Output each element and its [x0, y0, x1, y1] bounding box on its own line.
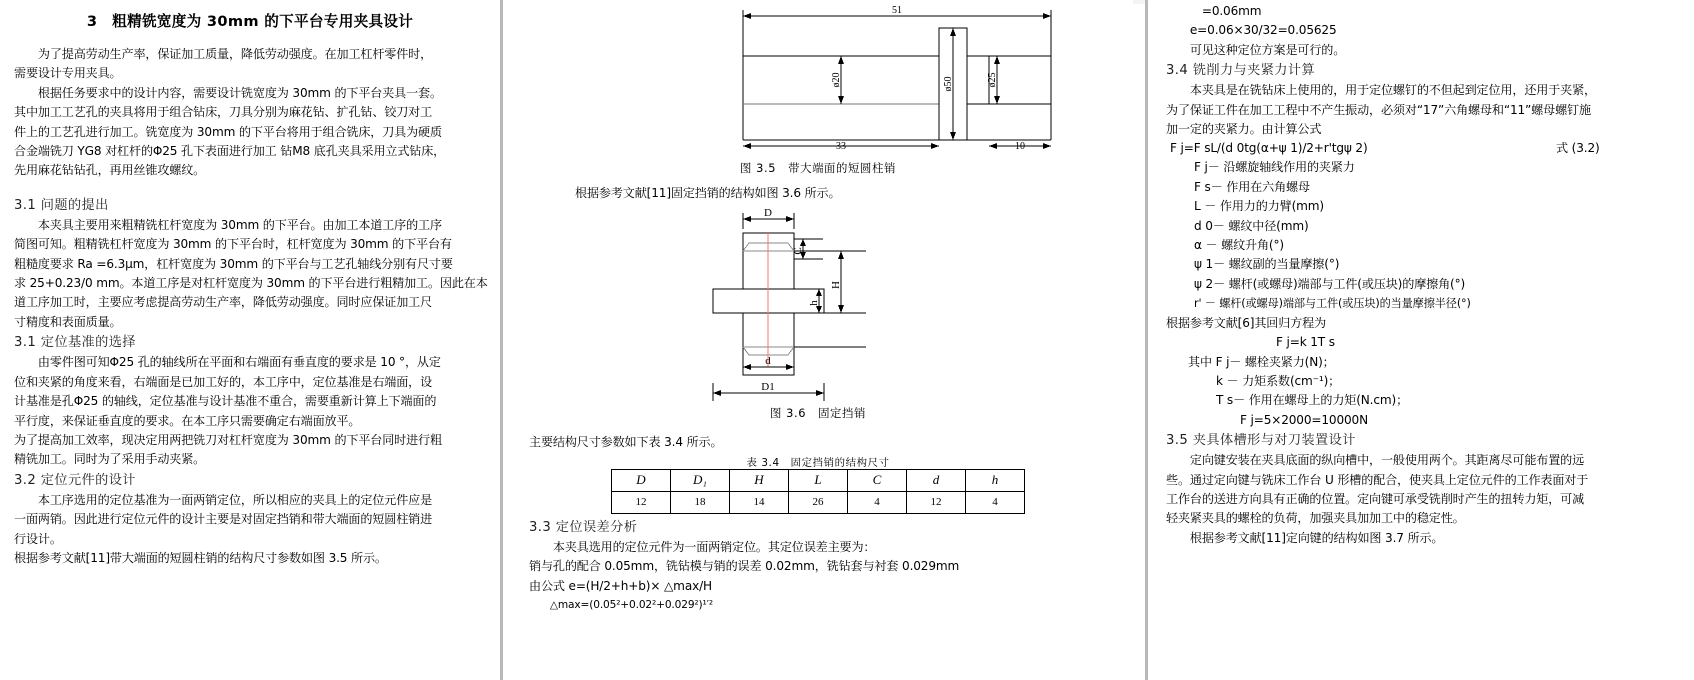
dim-33: 33 — [836, 141, 846, 152]
figure-3-5-caption: 图 3.5 带大端面的短圆柱销 — [739, 161, 897, 175]
table-cell: 12 — [612, 491, 671, 513]
figure-3-5 — [503, 0, 1133, 154]
dim-dia-25: ø25 — [987, 72, 998, 88]
paragraph-line: 行设计。 — [14, 531, 62, 546]
formula-regression: F j=k 1T s — [1276, 335, 1335, 350]
table-header-row — [612, 469, 1025, 491]
symbol-definition: F s－ 作用在六角螺母 — [1194, 179, 1310, 194]
symbol-definition: F j－ 沿螺旋轴线作用的夹紧力 — [1194, 160, 1355, 175]
paragraph-line: 粗糙度要求 Ra =6.3μm，杠杆宽度为 30mm 的下平台与工艺孔轴线分别有尺寸要 — [14, 256, 453, 271]
symbol-definition: F j=5×2000=10000N — [1240, 412, 1369, 427]
table-cell: 18 — [671, 491, 730, 513]
paragraph-line: 件上的工艺孔进行加工。铣宽度为 30mm 的下平台将用于组合铣床，刀具为硬质 — [14, 124, 442, 139]
paragraph-line: 精铣加工。同时为了采用手动夹紧。 — [14, 452, 206, 467]
heading-cutting-clamping-force: 3.4 铣削力与夹紧力计算 — [1166, 63, 1316, 79]
paragraph-line: 道工序加工时，主要应考虑提高劳动生产率，降低劳动强度。同时应保证加工尺 — [14, 295, 433, 310]
paragraph-line: △max=(0.05²+0.02²+0.029²)¹′² — [529, 599, 713, 612]
paragraph-line: =0.06mm — [1166, 4, 1262, 18]
paragraph-line: 本工序选用的定位基准为一面两销定位，所以相应的夹具上的定位元件应是 — [14, 492, 433, 507]
formula-reference: 式 (3.2) — [1556, 141, 1600, 156]
paragraph-line: 根据参考文献[11]定向键的结构如图 3.7 所示。 — [1166, 530, 1444, 545]
figure-3-6 — [503, 203, 1133, 403]
symbol-definition: α － 螺纹升角(°) — [1194, 238, 1284, 253]
paragraph-line: 为了提高加工效率，现决定用两把铣刀对杠杆宽度为 30mm 的下平台同时进行粗 — [14, 432, 442, 447]
paragraph-line: 求 25+0.23/0 mm。本道工序是对杠杆宽度为 30mm 的下平台进行粗精加工。因此在本 — [14, 276, 488, 291]
paragraph-line: 本夹具是在铣钻床上使用的，用于定位螺钉的不但起到定位用，还用于夹紧， — [1166, 83, 1596, 98]
table-cell: 12 — [907, 491, 966, 513]
label-D: D — [764, 207, 772, 220]
table-header-cell: h — [966, 469, 1025, 491]
paragraph-line: 销与孔的配合 0.05mm，铣钻模与销的误差 0.02mm，铣钻套与衬套 0.029mm — [529, 559, 960, 574]
paragraph-line: 可见这种定位方案是可行的。 — [1166, 42, 1346, 57]
paragraph-line: 根据参考文献[6]其回归方程为 — [1166, 315, 1327, 330]
label-H: H — [830, 281, 842, 290]
heading-fixture-slot-tool-setting: 3.5 夹具体槽形与对刀装置设计 — [1166, 433, 1356, 449]
table-header-cell: D — [612, 469, 671, 491]
paragraph-line: 加一定的夹紧力。由计算公式 — [1166, 122, 1322, 137]
label-h: h — [808, 300, 820, 307]
heading-locating-element-design: 3.2 定位元件的设计 — [14, 472, 136, 488]
paragraph-line: 本夹具选用的定位元件为一面两销定位。其定位误差主要为： — [529, 539, 876, 554]
page-left — [0, 0, 500, 680]
paragraph-line: 根据任务要求中的设计内容，需要设计铣宽度为 30mm 的下平台夹具一套。 — [14, 85, 442, 100]
symbol-definition: ψ 1－ 螺纹副的当量摩擦(°) — [1194, 257, 1340, 272]
figure-3-6-drawing — [651, 207, 981, 403]
paragraph-line: 定向键安装在夹具底面的纵向槽中，一般使用两个。其距离尽可能布置的远 — [1166, 453, 1585, 468]
dim-10: 10 — [1015, 141, 1025, 152]
table-header-cell: H — [730, 469, 789, 491]
heading-datum-selection: 3.1 定位基准的选择 — [14, 335, 136, 351]
paragraph-line: 为了保证工件在加工工程中不产生振动，必须对“17”六角螺母和“11”螺母螺钉施 — [1166, 102, 1591, 117]
table-row — [612, 491, 1025, 513]
table-header-cell: C — [848, 469, 907, 491]
paragraph-line: 计基准是孔Φ25 的轴线，定位基准与设计基准不重合，需要重新计算上下端面的 — [14, 394, 437, 409]
symbol-definition: d 0－ 螺纹中径(mm) — [1194, 218, 1309, 233]
symbol-definition: 其中 F j－ 螺栓夹紧力(N)； — [1188, 354, 1335, 369]
paragraph-line: 为了提高劳动生产率，保证加工质量，降低劳动强度。在加工杠杆零件时， — [14, 47, 433, 61]
paragraph-line: 位和夹紧的角度来看，右端面是已加工好的，本工序中，定位基准是右端面，设 — [14, 374, 433, 389]
paragraph-line: 一面两销。因此进行定位元件的设计主要是对固定挡销和带大端面的短圆柱销进 — [14, 512, 433, 527]
paragraph-line: 寸精度和表面质量。 — [14, 314, 122, 329]
page-middle — [503, 0, 1133, 680]
dim-dia-50: ø50 — [943, 76, 954, 92]
dim-dia-20: ø20 — [831, 72, 842, 88]
table-cell: 4 — [848, 491, 907, 513]
table-cell: 14 — [730, 491, 789, 513]
paragraph-line: 工作台的送进方向具有正确的位置。定向键可承受铣削时产生的扭转力矩，可减 — [1166, 491, 1585, 506]
heading-problem-statement: 3.1 问题的提出 — [14, 197, 109, 213]
paragraph-line: 些。通过定向键与铣床工作台 U 形槽的配合，使夹具上定位元件的工作表面对于 — [1166, 472, 1589, 487]
paragraph-line: 合金端铣刀 YG8 对杠杆的Φ25 孔下表面进行加工 钻M8 底孔夹具采用立式钻床， — [14, 144, 446, 159]
heading-locating-error-analysis: 3.3 定位误差分析 — [529, 519, 638, 535]
table-3-4-caption: 表 3.4 固定挡销的结构尺寸 — [746, 456, 890, 469]
table-header-cell: L — [789, 469, 848, 491]
symbol-definition: L － 作用力的力臂(mm) — [1194, 199, 1324, 214]
paragraph-line: 平行度，来保证垂直度的要求。在本工序只需要确定右端面放平。 — [14, 413, 361, 428]
dim-overall-51: 51 — [892, 5, 902, 16]
label-D1: D1 — [761, 381, 775, 394]
table-cell: 26 — [789, 491, 848, 513]
paragraph-line: 轻夹紧夹具的螺栓的负荷，加强夹具加加工中的稳定性。 — [1166, 511, 1465, 526]
symbol-definition: r' － 螺杆(或螺母)端部与工件(或压块)的当量摩擦半径(°) — [1194, 297, 1471, 311]
page-right — [1148, 0, 1694, 680]
page-title: 3 粗精铣宽度为 30mm 的下平台专用夹具设计 — [86, 13, 414, 30]
symbol-definition: ψ 2－ 螺杆(或螺母)端部与工件(或压块)的摩擦角(°) — [1194, 276, 1466, 291]
paragraph-line: 先用麻花钻钻孔，再用丝锥攻螺纹。 — [14, 163, 206, 178]
paragraph-line: 根据参考文献[11]固定挡销的结构如图 3.6 所示。 — [575, 186, 841, 200]
table-intro-line: 主要结构尺寸参数如下表 3.4 所示。 — [529, 435, 723, 450]
label-d: d — [765, 355, 771, 368]
table-3-4 — [611, 469, 1025, 514]
table-header-cell: D₁ — [671, 469, 730, 491]
paragraph-line: 本夹具主要用来粗精铣杠杆宽度为 30mm 的下平台。由加工本道工序的工序 — [14, 217, 442, 232]
figure-3-6-caption: 图 3.6 固定挡销 — [769, 406, 867, 421]
paragraph-line: 简图可知。粗精铣杠杆宽度为 30mm 的下平台时，杠杆宽度为 30mm 的下平台有 — [14, 237, 452, 252]
figure-3-5-drawing — [721, 4, 1081, 154]
paragraph-line: 由公式 e=(H/2+h+b)× △max/H — [529, 578, 712, 593]
paragraph-line: 根据参考文献[11]带大端面的短圆柱销的结构尺寸参数如图 3.5 所示。 — [14, 550, 387, 565]
paragraph-line: 其中加工工艺孔的夹具将用于组合钻床，刀具分别为麻花钻、扩孔钻、铰刀对工 — [14, 105, 433, 120]
table-cell: 4 — [966, 491, 1025, 513]
symbol-definition: k － 力矩系数(cm⁻¹)； — [1216, 373, 1341, 388]
paragraph-line: 由零件图可知Φ25 孔的轴线所在平面和右端面有垂直度的要求是 10 °，从定 — [14, 355, 441, 370]
paragraph-line: e=0.06×30/32=0.05625 — [1166, 23, 1337, 38]
formula-main: F j=F sL/(d 0tg(α+ψ 1)/2+r'tgψ 2) — [1170, 141, 1368, 156]
label-C: C — [792, 247, 804, 256]
symbol-definition: T s－ 作用在螺母上的力矩(N.cm)； — [1216, 393, 1409, 408]
table-header-cell: d — [907, 469, 966, 491]
paragraph-line: 需要设计专用夹具。 — [14, 66, 122, 81]
